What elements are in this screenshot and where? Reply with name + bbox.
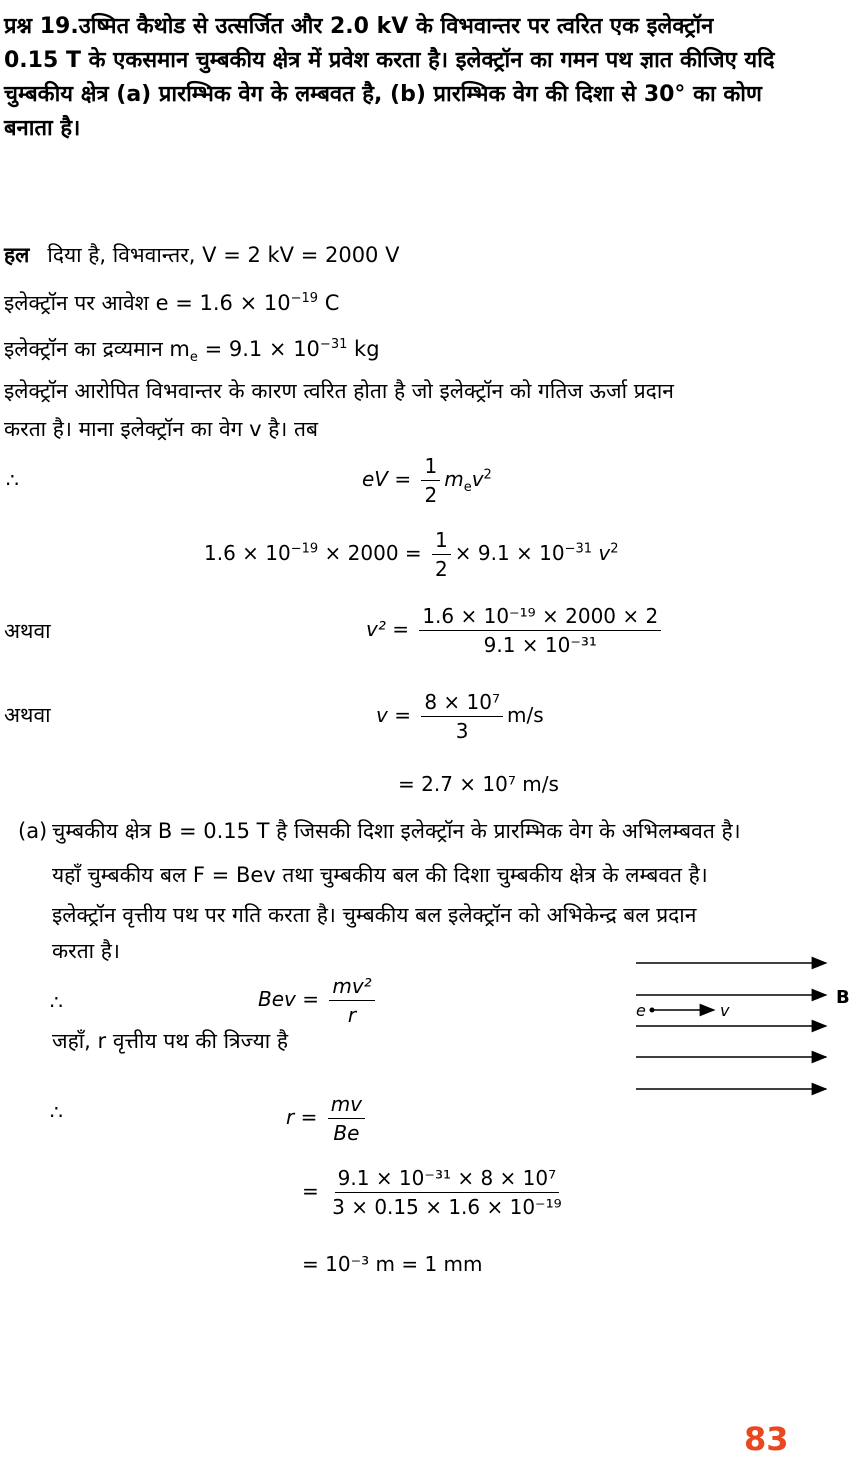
equation-energy: eV = $\frac{1}{2}$ $m_ev^2$ bbox=[362, 454, 492, 507]
page-number: 83 bbox=[744, 1420, 789, 1458]
question-line-4: बनाता है। bbox=[4, 116, 81, 141]
equation-radius-substituted: = $\frac{\text{9.1 × 10⁻³¹ × 8 × 10⁷}}{\text{3 × 0.15 × 1.6 × 10⁻¹⁹}}$ bbox=[302, 1166, 562, 1219]
kinetic-energy-paragraph: इलेक्ट्रॉन आरोपित विभवान्तर के कारण त्वरित होता है जो इलेक्ट्रॉन को गतिज ऊर्जा प्रदान करता है। माना इलेक्ट्रॉन का वेग v है। तब bbox=[4, 379, 674, 441]
magnetic-field-diagram bbox=[630, 948, 853, 1098]
field-symbol: B bbox=[836, 987, 850, 1008]
electron-dot bbox=[650, 1008, 655, 1013]
question-text bbox=[4, 10, 849, 146]
therefore-1: ∴ bbox=[6, 468, 19, 492]
electron-charge: इलेक्ट्रॉन पर आवेश $e = 1.6 \times 10^{-19}$ C bbox=[4, 291, 340, 315]
equation-radius-value: = 10⁻³ m = 1 mm bbox=[302, 1252, 483, 1276]
question-line-2: 0.15 T के एकसमान चुम्बकीय क्षेत्र में प्रवेश करता है। इलेक्ट्रॉन का गमन पथ ज्ञात कीजिए यदि bbox=[4, 48, 775, 73]
radius-definition: जहाँ, r वृत्तीय पथ की त्रिज्या है bbox=[52, 1029, 289, 1053]
or-1: अथवा bbox=[4, 619, 51, 643]
question-line-3: चुम्बकीय क्षेत्र (a) प्रारम्भिक वेग के लम्बवत है, (b) प्रारम्भिक वेग की दिशा से 30° का कोण bbox=[4, 82, 762, 107]
equation-v-squared: v² = $\frac{\text{1.6 × 10⁻¹⁹ × 2000 × 2}}{\text{9.1 × 10⁻³¹}}$ bbox=[366, 602, 665, 659]
equation-v: v = $\frac{\text{8 × 10⁷}}{3}$ m/s bbox=[376, 690, 544, 743]
equation-v-value: = 2.7 × 10⁷ m/s bbox=[398, 772, 559, 796]
solution-label: हल bbox=[4, 243, 30, 267]
equation-radius: r = $\frac{mv}{Be}$ bbox=[286, 1090, 369, 1147]
electron-mass: इलेक्ट्रॉन का द्रव्यमान $m_e = 9.1 \times 10^{-31}$ kg bbox=[4, 337, 380, 366]
electron-symbol: e bbox=[636, 1001, 646, 1020]
question-line-1: प्रश्न 19.उष्मित कैथोड से उत्सर्जित और 2.0 kV के विभवान्तर पर त्वरित एक इलेक्ट्रॉन bbox=[4, 14, 714, 39]
equation-centripetal: Bev = $\frac{\text{mv²}}{r}$ bbox=[258, 972, 379, 1029]
therefore-2: ∴ bbox=[50, 990, 63, 1014]
part-a-label: (a) bbox=[18, 819, 48, 843]
equation-substituted: $1.6 \times 10^{-19} \times 2000$ = $\frac{1}{2}$ × $9.1 \times 10^{-31}$ $v^2$ bbox=[204, 528, 619, 581]
part-a-text: चुम्बकीय क्षेत्र B = 0.15 T है जिसकी दिशा इलेक्ट्रॉन के प्रारम्भिक वेग के अभिलम्बवत है। यहाँ चुम्बकीय बल F = Bev तथा चुम्बकीय बल की दिशा चुम्बकीय क्षेत्र के लम्बवत है। इलेक्ट्रॉन वृत्तीय पथ पर गति करता है। चुम्बकीय बल इलेक्ट्रॉन को अभिकेन्द्र बल प्रदान करता है। bbox=[52, 819, 741, 963]
solution-given: हल दिया है, विभवान्तर, V = 2 kV = 2000 V bbox=[4, 243, 400, 267]
or-2: अथवा bbox=[4, 703, 51, 727]
therefore-3: ∴ bbox=[50, 1100, 63, 1124]
question-label: प्रश्न 19. bbox=[4, 14, 79, 39]
velocity-symbol: v bbox=[720, 1001, 730, 1020]
